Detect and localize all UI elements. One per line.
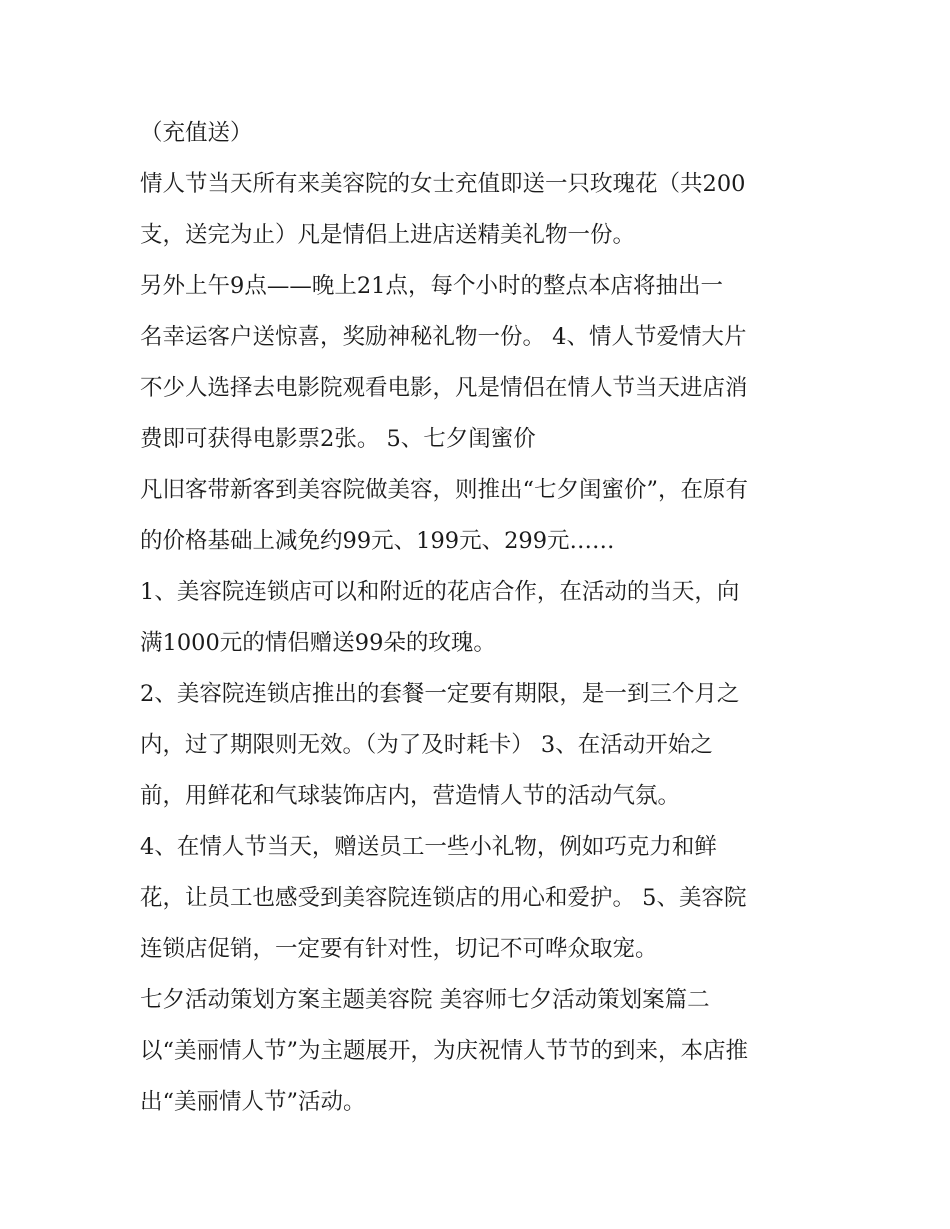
text-line: 内，过了期限则无效。（为了及时耗卡） 3、在活动开始之 <box>140 732 713 758</box>
text-line: 情人节当天所有来美容院的女士充值即送一只玫瑰花（共200 <box>140 171 746 197</box>
text-line: 费即可获得电影票2张。 5、七夕闺蜜价 <box>140 426 536 452</box>
text-line: 支，送完为止）凡是情侣上进店送精美礼物一份。 <box>140 222 636 248</box>
text-line: 以“美丽情人节”为主题展开，为庆祝情人节节的到来，本店推 <box>140 1038 749 1064</box>
text-line: 满1000元的情侣赠送99朵的玫瑰。 <box>140 630 496 656</box>
text-line: 前，用鲜花和气球装饰店内，营造情人节的活动气氛。 <box>140 783 681 809</box>
text-line: 连锁店促销，一定要有针对性，切记不可哗众取宠。 <box>140 936 658 962</box>
text-line: 另外上午9点——晚上21点，每个小时的整点本店将抽出一 <box>140 273 723 299</box>
text-line: 不少人选择去电影院观看电影，凡是情侣在情人节当天进店消 <box>140 375 748 401</box>
text-line: 4、在情人节当天，赠送员工一些小礼物，例如巧克力和鲜 <box>140 834 717 860</box>
text-line: 出“美丽情人节”活动。 <box>140 1089 366 1115</box>
text-line: 名幸运客户送惊喜，奖励神秘礼物一份。 4、情人节爱情大片 <box>140 324 747 350</box>
text-line: 2、美容院连锁店推出的套餐一定要有期限，是一到三个月之 <box>140 681 740 707</box>
document-body <box>140 108 820 1128</box>
text-line: 花，让员工也感受到美容院连锁店的用心和爱护。 5、美容院 <box>140 885 747 911</box>
text-line: （充值送） <box>140 120 253 146</box>
text-line: 七夕活动策划方案主题美容院 美容师七夕活动策划案篇二 <box>140 987 710 1013</box>
text-line: 的价格基础上减免约99元、199元、299元…… <box>140 528 615 554</box>
text-line: 凡旧客带新客到美容院做美容，则推出“七夕闺蜜价”，在原有 <box>140 477 749 503</box>
text-line: 1、美容院连锁店可以和附近的花店合作，在活动的当天，向 <box>140 579 740 605</box>
